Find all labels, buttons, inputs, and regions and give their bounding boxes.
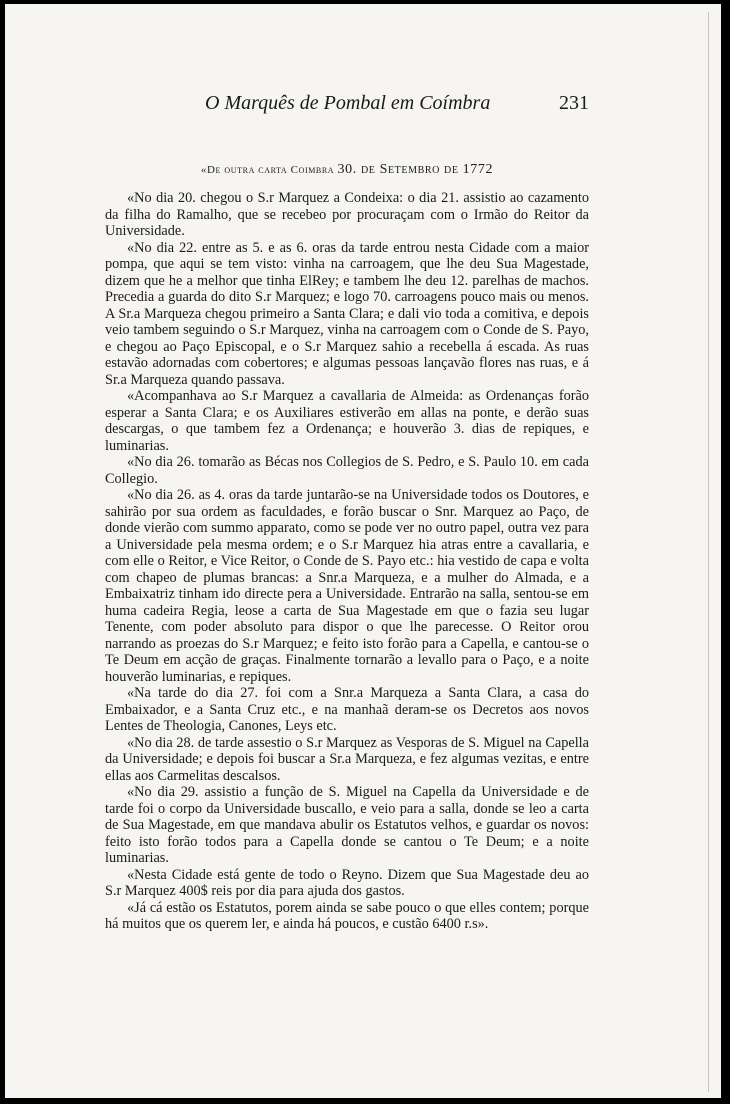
paragraph-1: «No dia 20. chegou o S.r Marquez a Condeixa: o dia 21. assistio ao cazamento da filha do Ramalho, que se recebeo por procuraçam com o Irmão do Reitor da Universidade. — [105, 190, 589, 239]
letter-heading-text: «De outra carta Coimbra — [200, 164, 335, 176]
letter-heading-date: 30. de Setembro de 1772 — [337, 162, 494, 177]
paragraph-10: «Já cá estão os Estatutos, porem ainda se sabe pouco o que elles contem; porque há muitos que os querem ler, e ainda há poucos, e custão 6400 r.s». — [105, 899, 589, 932]
body-text — [105, 190, 589, 933]
page-number: 231 — [559, 92, 589, 114]
paragraph-2: «No dia 22. entre as 5. e as 6. oras da tarde entrou nesta Cidade com a maior pompa, que aqui se tem visto: vinha na carroagem, que lhe deu Sua Magestade, dizem que he a melhor que tinha ElRey; e tambem lhe deu 12. parelhas de machos. Precedia a guarda do dito S.r Marquez; e logo 70. carroagens pouco mais ou menos. A Sr.a Marqueza chegou primeiro a Santa Clara; e dali vio toda a comitiva, e depois veio tambem seguindo o S.r Marquez, vinha na carroagem com o Conde de S. Payo, e chegou ao Paço Episcopal, e o S.r Marquez sahio a recebella á escada. As ruas estavão adornadas com cobertores; e algumas pessoas lançavão flores nas ruas, e á Sr.a Marqueza quando passava. — [105, 239, 589, 388]
letter-heading — [105, 162, 589, 178]
paragraph-9: «Nesta Cidade está gente de todo o Reyno. Dizem que Sua Magestade deu ao S.r Marquez 400$ reis por dia para ajuda dos gastos. — [105, 866, 589, 899]
paragraph-7: «No dia 28. de tarde assestio o S.r Marquez as Vesporas de S. Miguel na Capella da Universidade; e depois foi buscar a Sr.a Marqueza, e fez algumas vezitas, e entre ellas aos Carmelitas descalsos. — [105, 734, 589, 784]
running-title: O Marquês de Pombal em Coímbra — [205, 92, 491, 114]
page-header — [105, 92, 589, 122]
paragraph-6: «Na tarde do dia 27. foi com a Snr.a Marqueza a Santa Clara, a casa do Embaixador, e a Santa Cruz etc., e na manhaã deram-se os Decretos aos novos Lentes de Theologia, Canones, Leys etc. — [105, 685, 589, 734]
paragraph-8: «No dia 29. assistio a função de S. Miguel na Capella da Universidade e de tarde foi o corpo da Universidade buscallo, e veio para a salla, donde se leo a carta de Sua Magestade, em que mandava abulir os Estatutos velhos, e guardar os novos: feito isto forão todos para a Capella donde se cantou o Te Deum; e a noite luminarias. — [105, 784, 589, 866]
paragraph-4: «No dia 26. tomarão as Bécas nos Collegios de S. Pedro, e S. Paulo 10. em cada Collegio. — [105, 454, 589, 487]
paragraph-3: «Acompanhava ao S.r Marquez a cavallaria de Almeida: as Ordenanças forão esperar a Santa Clara; e os Auxiliares estiverão em allas na ponte, e derão suas descargas, o que tambem fez a Ordenança; e houverão 3. dias de repiques, e luminarias. — [105, 388, 589, 454]
document-page — [5, 4, 721, 1098]
paragraph-5: «No dia 26. as 4. oras da tarde juntarão-se na Universidade todos os Doutores, e sahirão por sua ordem as faculdades, e forão buscar o Snr. Marquez ao Paço, de donde vierão com summo apparato, como se pode ver no outro papel, outra vez para a Universidade pela mesma ordem; e o S.r Marquez hia atras entre a cavallaria, e com elle o Reitor, e Vice Reitor, o Conde de S. Payo etc.: hia vestido de capa e volta com chapeo de plumas brancas: a Snr.a Marqueza, e a mulher do Almada, e a Embaixatriz tinham ido directe pera a Universidade. Entrarão na salla, sentou-se em huma cadeira Regia, leose a carta de Sua Magestade em que o fazia seu lugar Tenente, com poder absoluto para dispor o que lhe parecesse. O Reitor orou narrando as proezas do S.r Marquez; e feito isto forão para a Capella, e cantou-se o Te Deum em acção de graças. Finalmente tornarão a levallo para o Paço, e a noite houverão luminarias, e repiques. — [105, 487, 589, 685]
page-edge-mark — [708, 12, 717, 1092]
